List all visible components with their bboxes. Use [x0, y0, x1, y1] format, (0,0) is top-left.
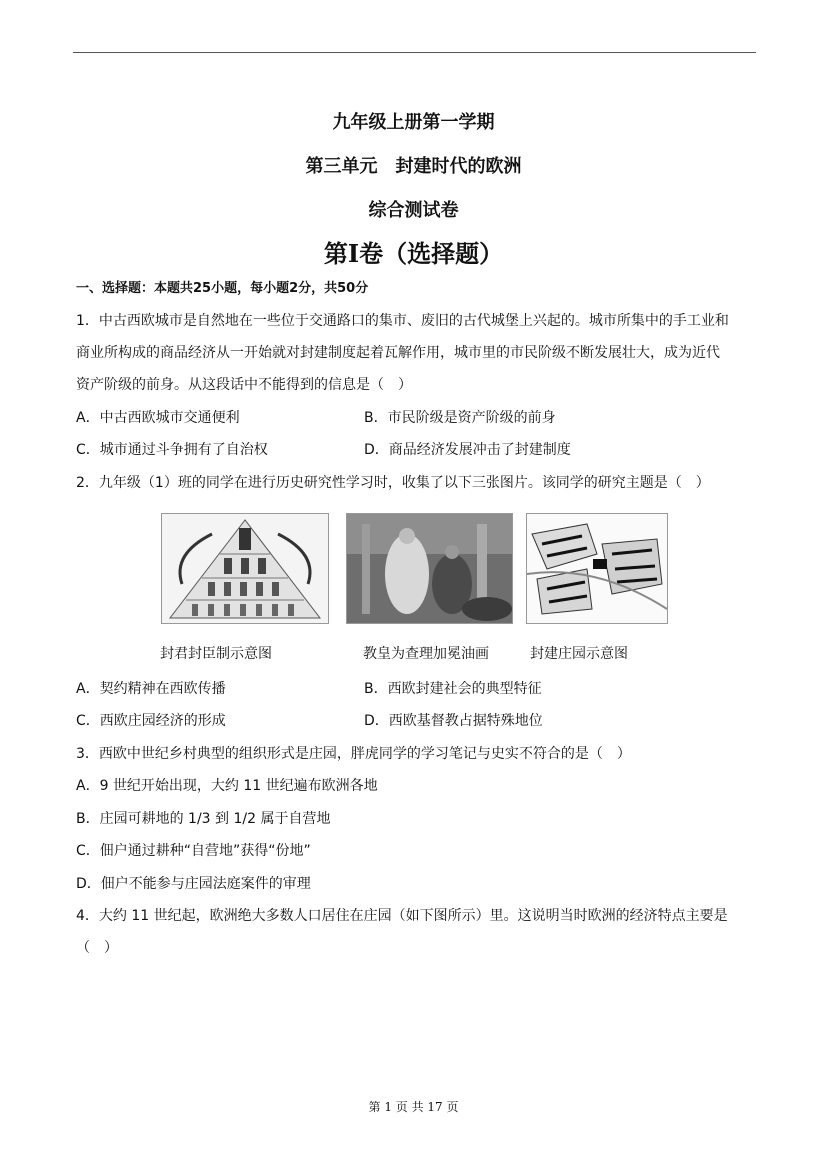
- q1-line3: 资产阶级的前身。从这段话中不能得到的信息是（ ）: [76, 377, 412, 393]
- section-heading: 一、选择题：本题共25小题，每小题2分，共50分: [76, 281, 369, 296]
- q3-stem: 3．西欧中世纪乡村典型的组织形式是庄园，胖虎同学的学习笔记与史实不符合的是（ ）: [76, 746, 631, 762]
- q4-line2: （ ）: [76, 940, 118, 956]
- feudal-pyramid-image: [161, 513, 329, 624]
- doc-title-grade: 九年级上册第一学期: [332, 112, 495, 133]
- q3-option-b: B．庄园可耕地的 1/3 到 1/2 属于自营地: [76, 811, 331, 827]
- q2-option-b: B．西欧封建社会的典型特征: [364, 681, 542, 697]
- doc-title-test: 综合测试卷: [368, 200, 459, 221]
- manor-map-image: [526, 513, 668, 624]
- page-footer: 第 1 页 共 17 页: [368, 1100, 459, 1114]
- caption-feudal-pyramid: 封君封臣制示意图: [160, 646, 272, 662]
- q3-option-d: D．佃户不能参与庄园法庭案件的审理: [76, 876, 311, 892]
- doc-title-unit: 第三单元 封建时代的欧洲: [305, 156, 522, 177]
- q1-option-d: D．商品经济发展冲击了封建制度: [364, 442, 571, 458]
- coronation-painting-image: [346, 513, 513, 624]
- q2-stem: 2．九年级（1）班的同学在进行历史研究性学习时，收集了以下三张图片。该同学的研究主题是（ ）: [76, 475, 710, 491]
- q1-option-b: B．市民阶级是资产阶级的前身: [364, 410, 556, 426]
- q1-option-a: A．中古西欧城市交通便利: [76, 410, 240, 426]
- caption-coronation: 教皇为查理加冕油画: [363, 646, 489, 662]
- q1-line1: 1．中古西欧城市是自然地在一些位于交通路口的集市、废旧的古代城堡上兴起的。城市所集中的手工业和: [76, 313, 729, 329]
- q2-option-c: C．西欧庄园经济的形成: [76, 713, 226, 729]
- q4-line1: 4．大约 11 世纪起，欧洲绝大多数人口居住在庄园（如下图所示）里。这说明当时欧洲的经济特点主要是: [76, 908, 728, 924]
- part-title: 第Ⅰ卷（选择题）: [323, 239, 504, 268]
- q1-line2: 商业所构成的商品经济从一开始就对封建制度起着瓦解作用，城市里的市民阶级不断发展壮大，成为近代: [76, 345, 720, 361]
- q3-option-c: C．佃户通过耕种“自营地”获得“份地”: [76, 843, 311, 859]
- caption-manor-map: 封建庄园示意图: [530, 646, 628, 662]
- q3-option-a: A．9 世纪开始出现，大约 11 世纪遍布欧洲各地: [76, 778, 378, 794]
- q2-option-a: A．契约精神在西欧传播: [76, 681, 226, 697]
- header-rule: [73, 52, 756, 53]
- q2-option-d: D．西欧基督教占据特殊地位: [364, 713, 543, 729]
- q1-option-c: C．城市通过斗争拥有了自治权: [76, 442, 268, 458]
